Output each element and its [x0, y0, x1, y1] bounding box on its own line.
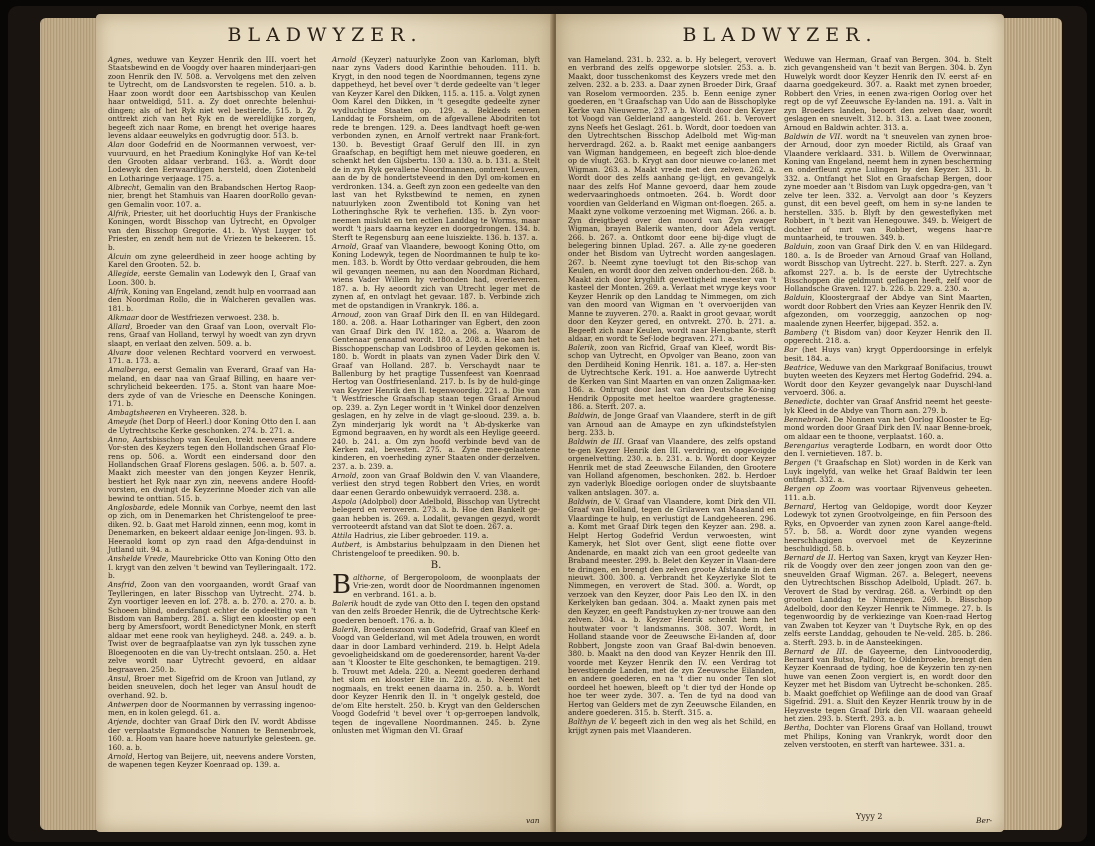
entry-headword: Arjende [108, 717, 137, 727]
entry-headword: Alkmaar [108, 312, 139, 322]
index-entry [332, 541, 540, 558]
entry-text: was voortaar Rijvenveus geheeten. 111. a.b. [784, 484, 993, 502]
entry-text: , is Ambstarius behulpzaam in den Dienen het Christengeloof te preediken. 90. b. [332, 540, 540, 558]
entry-headword: Berengarius [784, 440, 829, 450]
index-entry [108, 270, 316, 287]
index-entry [784, 133, 992, 243]
right-column-1 [568, 56, 776, 735]
index-entry [108, 581, 316, 674]
entry-headword: Bernard [784, 501, 814, 511]
entry-headword: Bergen op Zoom [784, 484, 851, 494]
index-entry [784, 485, 992, 502]
entry-text: , Weduwe van den Markgraaf Bonifacius, trouwt buyten weeten des Keyzers met Hertog Godefrid. 294. a. Wordt door den Keyzer gevangelyk naar Duyschl-land vervoerd. 306. a. [784, 362, 992, 398]
entry-headword: Balerik [332, 624, 359, 634]
entry-text: , zoon van Graaf Boldwin den V. van Vlaandere, verliest den stryd tegen Robbert den Vries, en wordt daar eenen Gerardo onbewuidyk verraoerd. 238. a. [332, 470, 540, 497]
index-entry [568, 344, 776, 412]
entry-text: , edele Monnik van Corbye, neemt den last op zich, om in Denemarken het Christengeloof te pree-diken. 92. b. Gaat met Harold zinnen, eenn mog, komt in Denemarken, en bekeert aldaar eenige Jon-lingen. 93. b. Heeraold komt op zyn raad den Afga-denduinst in Jutland uit. 94. a. [108, 502, 316, 555]
index-entry [332, 569, 540, 600]
index-entry [332, 311, 540, 472]
entry-text: van Hameland. 231. b. 232. a. b. Hy belegert, verovert en verbrand des zelfs opgeworpe slotsler. 253. a. b. Maakt, door tusschenkomst des Keyzers vrede met den zelven. 232. a b. 233. a. Daar zynen Broeder Dirk, Graaf van Roselom vermoorden. 235. b. Eenn eenige zyner goederen, en 't Graafschap van Udo aan de Bisschoplyke Kerke van Nieuwerne, 237. a b. Wordt door den Keyzer tot Voogd van Gelderland aangesteld. 261. b. Verovert zyns Neefs het Geslagt. 261. b. Wordt, door toedoen van den Uytrechtschen Bisschop Adelbold met Wig-man herverdragd. 262. a. b. Raakt met eenige aanbangers van Wigman handgemeen, en begeeft zich bloe-dende op de vlugt. 263. b. Krygt aan door nieuwe co-lanen met Wigman. 263. a. Maakt vrede met den zelven. 262. a. Wordt door des zelfs aanhang ge-lijgt, en gevangelyk naar des zelfs Hof Manne gevoerd, daar hem zoude wedervaaringhoeds ontmoeten. 264. b. Wordt door voordien van Gelderland en Wigman ont-floegen. 265. a. Maakt zyne volkome verzoening met Wigman. 266. a. b. Zyn dreigtbeyd over den moord van Zyn zwager Wigman, brayen Balerik wanten, door Adela vertiqt. 266. b. 267. a. Ontkomt door eene bij-dige vlugt de belegering binnen Uplad. 267. a. Alle zy-ne goederen onder het Bisdom van Uytrecht worden aangeslagen. 267. b. Neemt zyne toevlugt tot den Bis-schop van Keulen, en wordt door den zelven onderhou-den. 268. b. Maakt zich door kryghlift gewettigheid meester van 't kasteel der Monten. 269. a. Verlaat met wryge keys voor Keyzer Henrik op den Landdag te Nimmegen, om zich van den moord van Wigman en 't overvoerijden van Manne te zuyveren. 270. a. Raakt in groot gevaar, wordt door den Keyzer gered, en ontvrekt. 270. b. 271. a. Begeeft zich naar Keulen, wordt naar Hengbante, sterft aldaar, en wordt te Sef-lode begraven. 271. a. [568, 55, 776, 343]
entry-text: , Hertog van Beijere, uit, neevens andere Vorsten, de wapenen tegen Keyzer Koenraad op. 139. a. [108, 751, 316, 770]
entry-text: , Broer met Sigefrid om de Kroon van Jutland, zy beiden sneuvelen, doch het leger van Ansul houdt de overhand. 92. b. [108, 673, 316, 700]
entry-text: , Gemalin van den Brabandschen Hertog Raop-nier, brengt het Stamhuis van Haaren doorRollo gevan-gen Gemalin voor. 107. a. [108, 182, 316, 209]
entry-headword: Autbert [332, 540, 360, 550]
index-entry [784, 329, 992, 346]
running-head-right: BLADWYZER. [682, 24, 878, 46]
entry-headword: Beatrice [784, 362, 815, 372]
entry-headword: Antwerpen [108, 699, 149, 709]
entry-text: , Hertog van Geldopige, wordt door Keyzer Lodewyk tot zynen Grootvolgeinge, en fiin Persoon des Ryks, en Opvoerder van zynen zoon Karel aange-fteld. 57. b. 58. a. Wordt door zyne vyanden wegens heerschhagigen overvoel met de Keyzerinne beschuldigd. 58. b. [784, 501, 992, 553]
entry-headword: Balerik [568, 343, 595, 352]
entry-headword: althorne [353, 572, 384, 582]
signature-mark: Yyyy 2 [856, 812, 883, 821]
index-entry [108, 56, 316, 141]
index-entry [784, 294, 992, 328]
index-entry [332, 626, 540, 736]
right-page [556, 14, 1004, 832]
entry-headword: Allard [108, 321, 131, 331]
catchword-right: Ber- [976, 816, 993, 825]
entry-text: , Broeder van den Graaf van Loon, overvalt Flo-rens, Graaf van Holland, terwyl hy woedt van zyn dryvn slaapt, en verlaat den zelven. 509. a. b. [108, 321, 316, 348]
entry-headword: Bergen [784, 458, 811, 468]
entry-headword: Bamberg [784, 327, 818, 337]
index-entry [784, 243, 992, 294]
entry-headword: Balduin [784, 242, 813, 252]
index-entry [784, 398, 992, 415]
entry-headword: Aspola [332, 496, 357, 506]
entry-text: , Koning van Engeland, zendt hulp en voorraad aan den Noordman Rollo, die in Walcheren gevallen was. 181. b. [108, 286, 316, 313]
entry-text: en Vryheeren. 328. b. [165, 408, 247, 418]
entry-text: om zyne geleerdheid in zeer hooge achting by Karel den Grooten. 52. b. [108, 251, 316, 270]
entry-text: Graaf van Vlaandere, des zelfs opstand te-gen Keyzer Henrik den III. verdring, en opgevoigde orgenelvetting. 230. a. b. 231. a. b. Wordt door Keyzer Henrik met de stad Zeeuwsche Eilanden, den Grootere van Holland afgenomen, beschonken. 282. b. Herdoer zyn vaderlyk Bloedige oorlogen onder de sluytsbaante valken antslagen. 307. a. [568, 437, 777, 497]
index-entry [108, 418, 316, 435]
entry-headword: Arnold [332, 55, 357, 64]
entry-text: , Zoon van den voorgaanden, wordt Graaf van Teylleringen, en later Bisschop van Uytrecht. 274. b. Zyn voortiger leeven en lof. 278. a. b. 270. a. 270. a. b. Schoeen blind, ondersfangt echter de opdeelting van 't Bisdom van Bamberg. 281. a. Sligt een klooster op een berg by Amersfoort, wordt Benedictyner Monk, en sterft aldaar met eene rook van heyligheyd. 248. a. 249. a. b. Twist over de begraafplaatse van zyn lyk tusschen zyne Bloegenooten en die van Uy-trecht ontslaan. 250. a. Het zelve wordt naar Uytrecht gevoerd, en aldaar begraaven. 250. b. [108, 580, 316, 674]
entry-text: door velenen Rechtard voorverd en verwoest. 171. a. 173. a. [108, 347, 316, 366]
entry-text: , of Bergeropoloom, de woonplaats der Vrie-zen, wordt door de Noordmannen ingenomen en verbrand. 161. a. b. [353, 572, 540, 599]
entry-headword: Bennebroek [784, 414, 829, 424]
index-entry [108, 718, 316, 752]
drop-cap: B [332, 569, 352, 600]
section-letter-b: B. [430, 560, 442, 572]
entry-headword: Bertha [784, 723, 809, 733]
entry-text: begeeft zich in den weg als het Schild, en krijgt zynen pais met Vlaanderen. [568, 717, 776, 735]
entry-text: , de V. Graaf van Vlaandere, komt Dirk den VII. Graaf van Holland, tegen de Grilawen van Maasland en Vlaardinge te hulp, en verlustigt de Landgeheeren. 296. a. Komt met Graaf Dirk tegen den Keyzer aan. 298. a. Helpt Hertog Godefrid Verdun verwoesten, wint Kameryk, het Slot over Gent, sligt eene flotte over Andenarde, en maakt zich van een groot gedeelte van Braband meester. 299. b. Belet den Keyzer in Vlaan-dere te dringen, en brengt den zelven groote Afstande in den nieuwt. 300. 300. a. Verbrandt het Keyzerlyke Slot te Nimmegen, en verovert de Stad. 300. a. Wordt, op verzoek van den Keyzer, door Pais Leo den IX. in den Kerkelyken ban gedaan. 304. a. Maakt zynen pais met den Keyzer, en geeft Pandstuyken zy-ner trouwe aan den zelven. 304. a. b. Keyzer Henrik schenkt hem het houtwater voor 't landsmanns. 308. 307. Wordt, in Holland staande voor de Zeeuwsche Ei-landen af, door Robbert, Jongste zoon van Graaf Bal-dwin benoeven. 380. b. Maakt na den dood van Keyzer Henrik den III. voorde met Keyzer Henrik den IV. een Verdrag tot bevestigende Landen, met de zyn Zeeuwsche Eilanden, en andere goederen, en na 't dier nu onder Ten slot oordeel het hoewen, bleeft op 't dier tyd der Honde op hoe ter weer zyde. 307. a. Ten de tyd na dood van Hertog van Gelders met de zyn Zeeuwsche Eilanden, en andere goederen. 315. b. Sterft. 315. a. [568, 496, 776, 718]
entry-text: (het Dorp of Heerl.) door Koning Otto den I. aan de Uytrechtsche Kerke geschonken. 274. b. 271. a. [108, 417, 316, 435]
entry-headword: Anno [108, 434, 127, 444]
index-entry [332, 498, 540, 532]
index-entry [784, 346, 992, 363]
entry-text: ('t Bisdom van) door Keyzer Henrik den II. opgerecht. 218. a. [784, 327, 992, 346]
entry-headword: Baldwin [568, 411, 598, 421]
entry-headword: Ansfrid [108, 580, 135, 590]
entry-text: de Gayeerne, den Lintvoooderdig, Bernard van Butso, Palfoor, te Oldenbroeke, brengt den Keyzer Koenraad de tyding, hoe de Keyzerin ten zy-nen huwe van eenen Zoon vergiert is, en wordt door den Keyzer met het Bisdom van Uytrecht be-schonken. 285. b. Maakt goeffchiet op Wefilinge aan de dood van Graaf Sigefrid. 291. a. Sluit den Keyzer Henrik trouw by in de Heyzveste tegen Graaf Dirk den VII. waaraan geheeld het zien. 293. b. Sterft. 293. a. b. [784, 646, 992, 724]
entry-headword: Allegide [108, 269, 138, 279]
page-edges-left [40, 18, 102, 830]
left-column-1 [108, 56, 316, 769]
index-entry [108, 349, 316, 366]
entry-text: door de Noormannen by verrassing ingenoo-men, en in kolen gelegd. 61. a. [108, 699, 316, 718]
index-entry [108, 253, 316, 270]
entry-text: veragterde Lodbarn, en wordt door Otto den I. vernietieven. 187. b. [784, 440, 992, 459]
index-entry [784, 724, 992, 749]
entry-text: wordt na 't sneuvelen van zynen broe-der Arnoud, door zyn moeder Rictild, als Graaf van Vlaandere verklaard. 331. b. Willem de Overwinnaar, Koning van Engeland, neemt hem in zynen bescherming en onderfleunt zyne Lulingen by den Keyzer. 331. b. 332. a. Ontfangt het Slot en Graafschap Bergen, door zyne moeder aan 't Bisdom van Luyk opgedra-gen, van 't zelve ter leen. 332. a. Vervolgt aan door 's Keyzers gunst, dit een bevel geeft, om hem in sy-ne landen te herstellen. 335. b. Blyft by den gewesteflyken met Robbert, in 't bezit van Henegouwe. 349. b. Weigert de dochter of mrt van Robbert, wegens haar-re muntaarheid, te trouwen. 349. b. [784, 131, 992, 243]
entry-text: , Priester, uit het doorluchtig Huys der Frankische Koningen, wordt Bisschop van Uytrecht, en Opvolger van den Bisschop Gregorie. 41. b. Wyst Luyger tot Priester, en zendt hem nut de Vriezen te bekeeren. 15. b. [108, 208, 316, 252]
entry-text: , Graaf van Vlaandere, bewoogt Koning Otto, om Koning Lodewyk, tegen de Noordmannen te hulp te ko-men. 183. b. Wordt by Otto verdaar gebrouden, die hem wil gevangen neemen, nu aan den Noordman Richard, wiens Vader Willem hy verbonden had, overleveren. 187. a. b. Hy aeoordt zich van Utrecht leger met de zynen af, en ontvlagt het gevaar. 187. b. Verbinde zich met de opstandigen in Vrankryk. 186. a. [332, 241, 540, 310]
entry-text: door de Westfriezen verwoest. 238. b. [138, 312, 280, 322]
index-entry [784, 648, 992, 724]
entry-headword: Attila [332, 531, 352, 541]
entry-headword: Alvare [108, 347, 132, 357]
index-entry [784, 364, 992, 398]
index-entry [568, 438, 776, 497]
running-head-left: BLADWYZER. [227, 24, 423, 46]
entry-headword: Arnold [108, 751, 133, 761]
index-entry [108, 184, 316, 209]
entry-headword: Anglosbarde [108, 502, 154, 512]
entry-text: , zoon van Graaf Dirk den II. en van Hildegard. 180. a. 208. a. Haar Lotharinger van Egbert, den zoon van Graaf Dirk den IV. 182. a. 206. a. Waarom de Gentenaar genaamd wordt. 180. a. 208. a. Hoe aan het Bisschoppenschap van Lodsbroo of Leyden gekomen is. 180. b. Wordt in plaats van zynen Vader Dirk den V. Graaf van Holland. 287. b. Verschaydt naar te Ballenburg by het pragtige Tussenfeest van Koenraad Hertog van Oostfriesenland. 217. b. Is by de huld-ginge van Keyzer Henrik den II. tegenwoordig. 221. a. Die van 't Westfriesche Graafschap staan tegen Graaf Arnoud op. 239. a. Zyn Leger wordt in 't Winkel door denzelven geslagen, en hy zelve in de vlagt ge-slooud. 239. a. b. Zyn minderjarig lyk wordt na 't Ab-dyskerke van Egmond begraaven, en hy wordt als een Heylige geeerd. 240. b. 241. a. Om zyn hoofd verbinde bevd van de Kerken zal, bevesten. 275. a. Zyne mee-gelaatene kinderen, en voerheding zyner Staaten onder derzelven. 237. a. b. 239. a. [332, 309, 540, 471]
entry-headword: Agnes [108, 55, 131, 64]
entry-headword: Arnold [332, 470, 357, 480]
index-entry [108, 210, 316, 252]
index-entry [108, 504, 316, 555]
entry-headword: Bernard de II. [784, 553, 836, 562]
entry-text: , eerste Gemalin van Lodewyk den I, Graaf van Loon. 300. b. [108, 269, 316, 287]
index-entry [568, 56, 776, 343]
entry-text: , dochter van Graaf Ansfrid neemt het geeste-lyk Kleed in de Abdye van Thorn aan. 279. b. [784, 397, 992, 415]
index-entry [108, 555, 316, 580]
index-entry [108, 675, 316, 700]
index-entry [784, 459, 992, 484]
entry-text: . De Nonnen van het Oorlog Klooster te Eg-mond worden door Graaf Dirk den IV. naar Benne-broek, om aldaar een te thoone, verplaatst. 160. a. [784, 414, 992, 441]
entry-headword: Amalberga [108, 365, 148, 375]
entry-headword: Bar [784, 345, 798, 355]
index-entry [108, 436, 316, 504]
entry-headword: Benedicte [784, 397, 821, 407]
index-entry [332, 600, 540, 625]
entry-text: door Godefrid en de Noormannen verwoest, ver-vuurvuurd, en het Praedium Koninglyke Hof van Ke-tel den Grooten aldaar verbrand. 163. a. Wordt door Lodewyk den Eerwaardigen hersteld, doen Ziotenbeld en Lotharinge verjaage. 175. a. [108, 140, 316, 183]
entry-text: , eerst Gemalin van Everard, Graaf van Ha-meland, en daar naa van Graaf Billing, en haare ver-schrylicheid bekeerden. 175. a. Stont van haare Moe-ders zyde of van de Vriesche en Deensche Koningen. 171. b. [108, 365, 316, 409]
index-entry [332, 56, 540, 242]
entry-text: , Broedenszoon van Godefrid, Graaf van Kleef en Voogd van Gelderland, wil met Adela trouwen, en wordt daar in door Lambard verhinderd. 219. b. Helpt Adela gevoeligheidskand om de goederensorder, harent Va-der aan 't Klooster te Elte geschonken, te bemagtigen. 219. b. Trouwt met Adela. 220. a. Neemt goederen derhand het slom en klooster Elte in. 220. a. b. Neemt het nogmaals, en trekt eenen daarna in. 250. a. b. Wordt door Keyzer Henrik den II. in 't ongelyk gesteld, doe de'om Elte herstelt. 250. b. Krygt van den Gelderschen Voogd Godefrid 't bevel over 't op-gerroepen landvolk, tegen de ingevallene Noordmannen. 245. b. Zyne onlusten met Wigman den VI. Graaf [332, 624, 540, 736]
entry-text: , dochter van Graaf Dirk den IV. wordt Abdisse der verplaatste Egmondsche Nonnen te Bennenbroek, 160. a. Hoom van haare hoeve natuurlyke gelesteen. ge. 160. a. b. [108, 717, 316, 752]
index-entry [568, 412, 776, 437]
entry-text: Hadrius, zie Liber gebroeder. 119. a. [351, 531, 489, 541]
index-entry [332, 472, 540, 497]
entry-text: , Maurebricke Otto van Koning Otto den I. krygt van den zelven 't bewind van Teylleringaalt. 172. b. [108, 554, 316, 581]
index-entry [784, 416, 992, 441]
right-column-2 [784, 56, 992, 750]
index-entry [332, 243, 540, 311]
index-entry [568, 498, 776, 718]
index-entry [108, 323, 316, 348]
entry-headword: Anshelde Vrede [108, 554, 167, 564]
index-entry [108, 141, 316, 183]
left-page [96, 14, 554, 832]
entry-headword: Baldwin de III. [568, 437, 625, 447]
index-entry [784, 442, 992, 459]
entry-text: , de Jonge Graaf van Vlaandere, sterft in de gift van Arnoud aan de Amaype en zyn ufkindstefstylen berg. 233. b. [568, 411, 776, 438]
index-entry [784, 503, 992, 554]
index-entry [108, 366, 316, 408]
entry-headword: Balerik [332, 598, 359, 608]
entry-headword: Albrecht [108, 182, 140, 192]
entry-text: , zoon van Ricfrid, Graaf van Kleef, wordt Bis-schop van Uytrecht, en Opvolger van Beano, zoon van den Derdiheid Koning Henrik. 181. a. 187. a. Her-sten de Uytrechtsche Kerk. 191. a. Hoe aanwerde Uytrecht de Kerken van Sint Maarten en van onzen Zaligmaa-ker. 186. a. Ontrugt door last van den Deutsche Ko-ning Hendrik Opposite met heeltoe waardere gragtenesse. 186. a. Sterft. 207. a. [568, 343, 776, 412]
entry-headword: Baldwin de VII. [784, 131, 843, 141]
entry-text: , Dochter van Florens Graaf van Holland, trouwt met Philips, Koning van Vrankryk, wordt door den zelven verstooten, en sterft van hartewee. 331. a. [784, 723, 992, 750]
index-entry [784, 554, 992, 647]
left-column-2 [332, 56, 540, 736]
entry-text: , Aartsbisschop van Keulen, trekt neevens andere Vor-sten des Keyzers tegen den Hollandschen Graaf Flo-rens op. 506. a. Wordt een eindersand door den Hollandschen Graaf Florens geslagen. 506. a. b. 507. a. Maakt zich meester van den jongen Keyzer Henrik, bestiert het Ryk naar zyn zin, neevens andere Hoofd-vorsten, en dwingt de Keyzerinne Moeder zich van alle bewind te onttian. 515. b. [108, 434, 316, 503]
entry-headword: Alfrik [108, 208, 129, 218]
index-entry [108, 753, 316, 770]
entry-headword: Arnoud [332, 309, 359, 319]
entry-text: houdt de zyde van Otto den I. tegen den opstand van den zelfs Broeder Henrik, die de Uytrechtsche Kerk-goederen benoeft. 176. a. b. [332, 598, 540, 625]
entry-headword: Balthyn de V. [568, 717, 617, 727]
entry-text: Hertog van Saxen, krygt van Keyzer Hen-rik de Voogdy over den zeer jongen zoon van den ge-sneuvelden Graaf Wigman. 267. a. Belegert, neevens den Uytrechtschen Bisschop Adelbold, Upladt. 267. b. Verovert de Stad by verdrag. 268. a. Verbindt op den grooten Landdag te Nimmegen. 269. b. Bisschop Adelbold, door den Keyzer Henrik te Nimmege. 27. b. Is tegenwoordig by de verkiezinge van Koen-raad Hertog van Zwaben tot Keyzer van 't Duytsche Ryk, en op des zelfs eerste Landdag, gehouden te Ne-veld. 285. b. 286. a. Sterft. 293. b. in de Aansteekingen. [784, 553, 992, 647]
entry-text: , Kloostergraaf der Abdye van Sint Maarten, wordt door Robbert den Vries aan Keyzer Henrik den IV. afgezonden, om voorzeggig, aanzochen op nog-maalende zynen Heerfer, bijgepad. 352. a. [784, 293, 992, 328]
entry-text: (Adolpbol) door Adelbold, Bisschop van Uytrecht belegerd en veroveren. 273. a. b. Hoe den Bankelt ge-gaan hebben is. 269. a. Lodalit, gevangen gezyd, wordt verrooteerdt afstand van dat Slot te doen. 267. a. [332, 496, 540, 532]
entry-headword: Alcuin [108, 251, 132, 261]
entry-headword: Bernard de III. [784, 646, 848, 656]
entry-headword: Ambagtsheeren [108, 408, 166, 418]
entry-headword: Ansul [108, 673, 129, 683]
entry-headword: Balduin [784, 293, 813, 303]
entry-headword: Alfrik [108, 286, 129, 296]
entry-text: , zoon van Graaf Dirk den V. en van Hildegard. 180. a. Is de Broeder van Arnoud Graaf van Holland, wordt Bisschop van Uytrecht. 227. b. Sterft. 227. a. Zyn afkomst 227. a. b. Is de eerste der Uytrechtsche Bisschoppen die geldmunt geflagen heeft, zelf voor de Hollandsche Graven. 127. b. 226. b. 229. a. 230. a. [784, 242, 992, 294]
entry-headword: Ameyde [108, 417, 138, 427]
catchword-left: van [526, 816, 540, 825]
entry-headword: Alan [108, 140, 125, 150]
entry-text: Weduwe van Herman, Graaf van Bergen. 304. b. Stelt zich gevangensheid van 't bezit van Bergen. 304. b. Zyn Huwelyk wordt door Keyzer Henrik den IV. eerst af- en daarna goedgekeurd. 307. a. Raakt met zynen broeder, Robbert den Vries, in eenen zwa-rigen Oorlog over het regt op de vyf Zeeuwsche Ey-landen na. 191. a. Valt in zyn Broeders landen, beoort den zelven daar, wordt geslagen en sneuvelt. 312. b. 313. a. Laat twee zoonen, Arnoud en Baldwin achter. 313. a. [784, 55, 992, 132]
entry-text: (Keyzer) natuurlyke Zoon van Karloman, blyft naar zyns Vaders dood Karinthie behouden. 111. b. Krygt, in den nood tegen de Noordmannen, tegens zyne dappetheyd, het bevel over 't derde gedeelte van 't leger van Keyzer Karel den Dikken, 115. a. 115. a. Volgt zynen Oom Karel den Dikken, in 't gesegdte gedeelte zyner wydluchtige Staaten op. 129. a. Bekleeds eenen Landdag te Forsheim, om de afgevallene Abodriten tot rede te brengen. 129. a. Dees landtvagt hoeft ge-wen verbonden zynen, en Arnolf vertrekt naar Frank-fort. 130. b. Bevestigt Graaf Gerulf den III. in zyn Graafschap, en begiftigt hem met nieuwe goederen, en schenkt het den Gijsbertu. 130 a. 130. a. b. 131. a. Stelt de in zyn Ryk gevallene Noordmannen, omtrent Leuven, aan de by de hondertsteveend in den Dyl om-komen en verdronken. 134. a. Geeft zyn zoon een gedeelte van den last van het Rykstbewind te nemen, en zynen natuurlyken zoon Zwentibold tot Koning van het Lotheringhsche Ryk te verhefien. 135. b. Zyn voor-neemen mislukt en ten ectlen Landdag te Worms, maar wordt 't jaars daarna keyzer en doorgedrongen. 134. b. Sterft te Regensburg aan eene luisziekte. 136. b. 137. a. [332, 55, 540, 242]
index-entry [108, 701, 316, 718]
entry-headword: Arnold [332, 241, 357, 251]
entry-headword: Baldwin [568, 496, 598, 506]
page-edges-right [1000, 18, 1062, 830]
index-entry [568, 718, 776, 735]
entry-text: (het Huys van) krygt Opperdoorsinge in erfelyk besit. 184. a. [784, 345, 992, 363]
entry-text: , weduwe van Keyzer Henrik den III. voert het Staatsbewind en de Voogdy over haaren minderjaari-gen zoon Henrik den IV. 508. a. Vervolgens met den zelven te Uytrecht, om de Landsvorsten te regelen. 510. a. b. Haar zoon wordt door een Aartsbisschop van Keulen haar ontweldigd, 511. a. Zy doet onrechte belenhui-dingen; als of het Ryk niet wel bestierde, 515. b. Zy onttrekt zich van het Ryk en de wereldlijke zorgen, begeeft zich naar Rome, en brengt het overige haares levens aldaar eeuwelyks en godvrugtig door. 513. b. [108, 55, 316, 141]
entry-text: ('t Graafschap en Slot) worden in de Kerk van Luyk ingelyfd, van welke het Graaf Baldwin ter leen ontfangt. 332. a. [784, 458, 992, 485]
index-entry [108, 288, 316, 313]
index-entry [784, 56, 992, 132]
